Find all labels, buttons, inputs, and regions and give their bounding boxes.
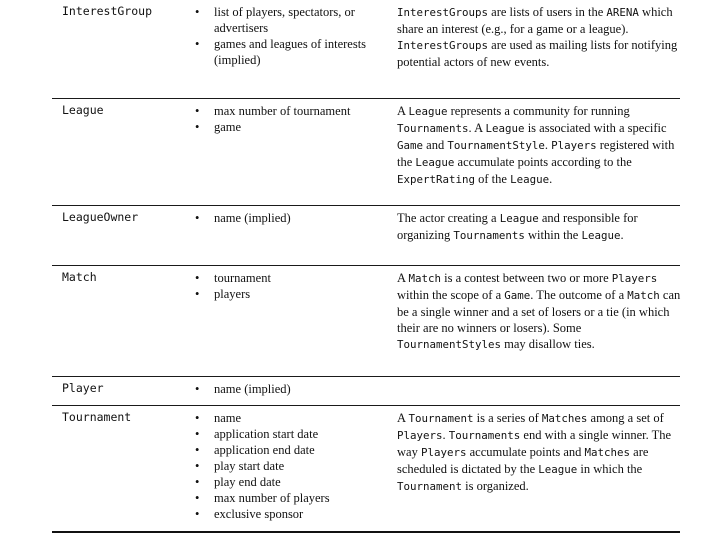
attribute-list — [192, 4, 387, 68]
bullet-icon: • — [195, 211, 200, 225]
attribute-list — [192, 381, 387, 397]
bullet-icon: • — [195, 491, 200, 505]
table-row — [52, 98, 680, 206]
bullet-icon: • — [195, 411, 200, 425]
bullet-icon: • — [195, 37, 200, 51]
bullet-icon: • — [195, 120, 200, 134]
class-description: InterestGroups are lists of users in the ARENA which share an interest (e.g., for a game or a league). InterestGroups are used as mailing lists for notifying potential actors of new events. — [397, 5, 678, 69]
bullet-icon: • — [195, 104, 200, 118]
class-description: A League represents a community for running Tournaments. A League is associated with a specific Game and TournamentStyle. Players registered with the League accumulate points according to the ExpertRating of the League. — [397, 104, 675, 186]
class-name: LeagueOwner — [62, 210, 139, 224]
class-name: Player — [62, 381, 104, 395]
table-row — [52, 0, 680, 98]
attribute-item: • name (implied) — [195, 382, 291, 396]
attribute-item: • application end date — [195, 443, 315, 457]
attribute-item: • games and leagues of interests (implied) — [195, 37, 367, 67]
bullet-icon: • — [195, 507, 200, 521]
attribute-item: • list of players, spectators, or advertisers — [195, 5, 355, 35]
attribute-item: • max number of players — [195, 491, 330, 505]
attribute-item: • max number of tournament — [195, 104, 351, 118]
bullet-icon: • — [195, 271, 200, 285]
attribute-item: • game — [195, 120, 242, 134]
class-description: The actor creating a League and responsible for organizing Tournaments within the League. — [397, 211, 638, 242]
attribute-item: • play start date — [195, 459, 285, 473]
attribute-item: • name — [195, 411, 242, 425]
table-row — [52, 376, 680, 406]
attribute-list — [192, 210, 387, 226]
class-name: InterestGroup — [62, 4, 153, 18]
bullet-icon: • — [195, 459, 200, 473]
bullet-icon: • — [195, 287, 200, 301]
attribute-item: • name (implied) — [195, 211, 291, 225]
class-name: Match — [62, 270, 97, 284]
class-name: League — [62, 103, 104, 117]
attribute-list — [192, 410, 387, 522]
bullet-icon: • — [195, 443, 200, 457]
class-name: Tournament — [62, 410, 132, 424]
bullet-icon: • — [195, 475, 200, 489]
attribute-item: • exclusive sponsor — [195, 507, 304, 521]
attribute-item: • play end date — [195, 475, 281, 489]
attribute-list — [192, 270, 387, 302]
bullet-icon: • — [195, 5, 200, 19]
table-row — [52, 405, 680, 532]
attribute-item: • tournament — [195, 271, 271, 285]
table-row — [52, 205, 680, 266]
bullet-icon: • — [195, 427, 200, 441]
attribute-item: • application start date — [195, 427, 319, 441]
attribute-list — [192, 103, 387, 135]
table-bottom-rule — [52, 531, 680, 533]
class-description: A Match is a contest between two or more Players within the scope of a Game. The outcome of a Match can be a single winner and a set of losers or a tie (in which their are no winners or losers). Some TournamentStyles may disallow ties. — [397, 271, 681, 351]
attribute-item: • players — [195, 287, 251, 301]
table-row — [52, 265, 680, 377]
class-description: A Tournament is a series of Matches among a set of Players. Tournaments end with a single winner. The way Players accumulate points and Matches are scheduled is dictated by the League in which the Tournament is organized. — [397, 411, 672, 493]
bullet-icon: • — [195, 382, 200, 396]
